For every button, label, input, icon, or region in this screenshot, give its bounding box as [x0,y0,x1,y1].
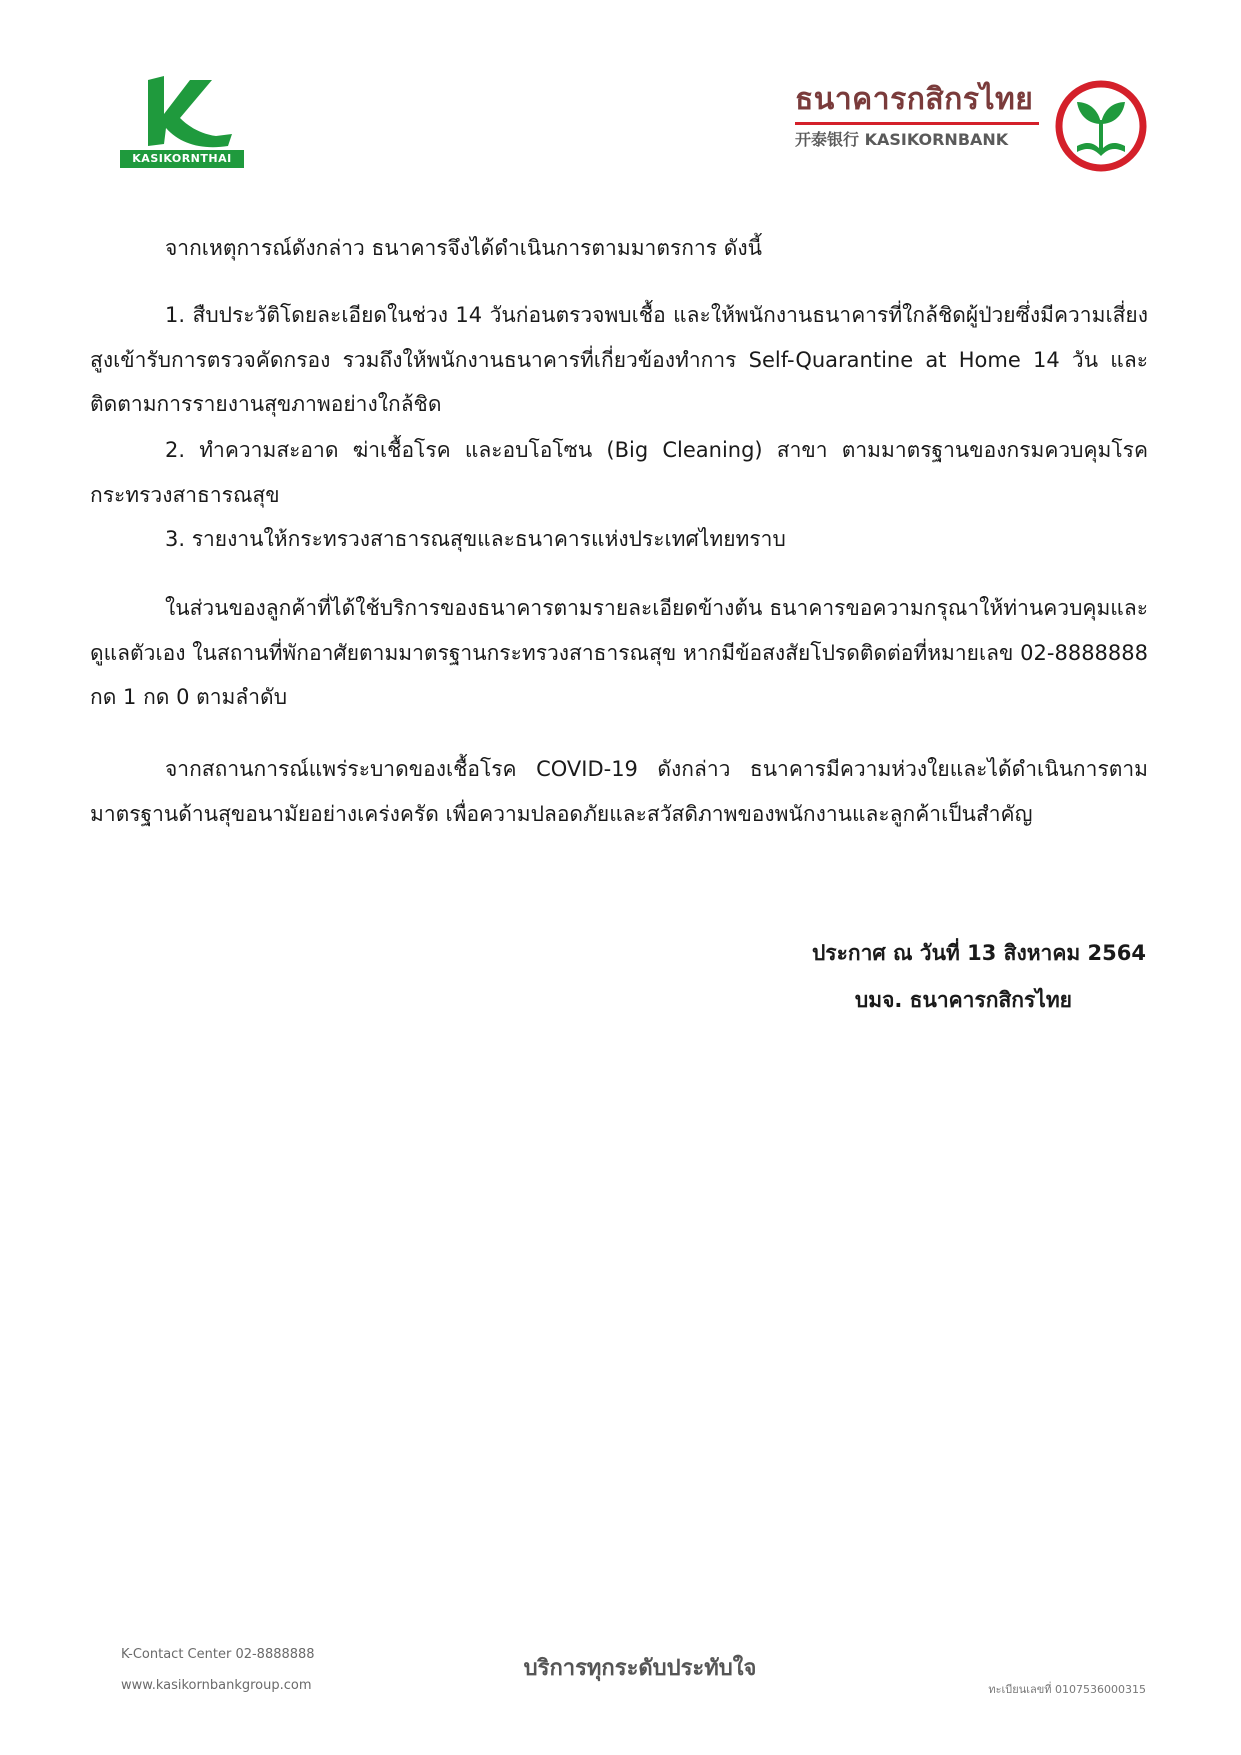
bank-name-underline [795,122,1039,125]
company-signature: บมจ. ธนาคารกสิกรไทย [854,988,1072,1012]
customer-notice-paragraph: ในส่วนของลูกค้าที่ได้ใช้บริการของธนาคารตามรายละเอียดข้างต้น ธนาคารขอความกรุณาให้ท่านควบคุมและดูแลตัวเอง ในสถานที่พักอาศัยตามมาตรฐานกระทรวงสาธารณสุข หากมีข้อสงสัยโปรดติดต่อที่หมายเลข 02-8888888 กด 1 กด 0 ตามลำดับ [90,596,1148,709]
logo-caption: KASIKORNTHAI [120,150,244,168]
kbank-emblem-icon [1055,80,1147,172]
measure-item-3: 3. รายงานให้กระทรวงสาธารณสุขและธนาคารแห่งประเทศไทยทราบ [165,527,786,551]
measure-item-2: 2. ทำความสะอาด ฆ่าเชื้อโรค และอบโอโซน (Big Cleaning) สาขา ตามมาตรฐานของกรมควบคุมโรค กระทรวงสาธารณสุข [90,438,1148,507]
closing-paragraph: จากสถานการณ์แพร่ระบาดของเชื้อโรค COVID-19 ดังกล่าว ธนาคารมีความห่วงใยและได้ดำเนินการตามมาตรฐานด้านสุขอนามัยอย่างเคร่งครัด เพื่อความปลอดภัยและสวัสดิภาพของพนักงานและลูกค้าเป็นสำคัญ [90,757,1148,826]
measure-item-1: 1. สืบประวัติโดยละเอียดในช่วง 14 วันก่อนตรวจพบเชื้อ และให้พนักงานธนาคารที่ใกล้ชิดผู้ป่วยซึ่งมีความเสี่ยงสูงเข้ารับการตรวจคัดกรอง รวมถึงให้พนักงานธนาคารที่เกี่ยวข้องทำการ Self-Quarantine at Home 14 วัน และติดตามการรายงานสุขภาพอย่างใกล้ชิด [90,303,1148,416]
contact-center: K-Contact Center 02-8888888 [121,1647,315,1662]
website-link[interactable]: www.kasikornbankgroup.com [121,1678,312,1693]
footer-slogan: บริการทุกระดับประทับใจ [523,1656,757,1681]
k-letter-icon [120,74,244,152]
announcement-date: ประกาศ ณ วันที่ 13 สิงหาคม 2564 [811,941,1146,965]
bank-name-thai: ธนาคารกสิกรไทย [795,82,1034,117]
registration-number: ทะเบียนเลขที่ 0107536000315 [988,1683,1146,1696]
intro-paragraph: จากเหตุการณ์ดังกล่าว ธนาคารจึงได้ดำเนินการตามมาตรการ ดังนี้ [165,236,762,260]
bank-name-sub: 开泰银行 KASIKORNBANK [795,130,1009,149]
kasikornthai-logo [120,74,244,168]
